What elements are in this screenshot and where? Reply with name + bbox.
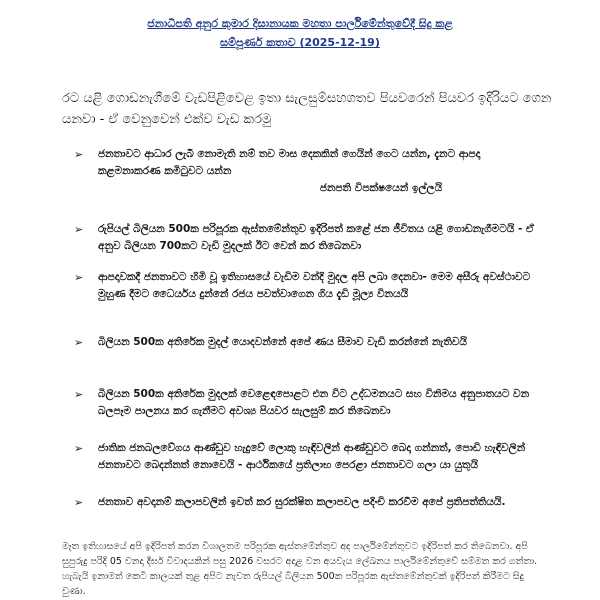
bullet-text: බිලියන 500ක අතිරේක මුදලක් වෙළෙඳපොළට එන විට උද්ධමනයට සහ විනිමය අනුපාතයට වන බලපෑම පාලනය කර ගැනීමට අවශ්‍ය පියවර සැලසුම් කර තිබෙනවා [98, 388, 530, 417]
arrow-bullet-icon: ➢ [74, 148, 84, 161]
bullet-text: රුපියල් බිලියන 500ක පරිපූරක ඇස්තමේන්තුව ඉදිරිපත් කළේ ජන ජීවිතය යළි ගොඩනැගීමටයි - ඒ අනුව බිලියන 700කට වැඩි මුදලක් ඊට වෙන් කර තිබෙනවා [98, 223, 534, 252]
bullet-item [74, 269, 544, 320]
bullet-text: ජාතික ජනබලවේගය ආණ්ඩුව හැදුවේ ලොකු හැඳිවලින් ආණ්ඩුවට බෙදා ගන්නත්, පොඩි හැඳිවලින් ජනතාවට බෙදන්නත් නොවෙයි - ආර්ථිකයේ ප්‍රතිලාභ පෙරළා ජනතාවට ගලා යා යුතුයි [98, 442, 526, 471]
bullet-text: ආපදාවකදී ජනතාවට හිමි වූ ඉතිහාසයේ වැඩිම වන්දි මුදල අපි ලබා දෙනවා- මෙම අසීරු අවස්ථාවට මුහුණ දීමට ධෛර්යය දුන්නේ රජය පවත්වාගෙන ගිය දැඩි මූල්‍ය විනයයි [98, 271, 531, 300]
bullet-item [74, 440, 544, 491]
arrow-bullet-icon: ➢ [74, 271, 84, 284]
bullet-attribution: ජනපති විපක්ෂයෙන් ඉල්ලයි [319, 182, 443, 194]
header-date-line: සම්පූර්ණ කතාව (2025-12-19) [220, 36, 380, 49]
bullet-item [74, 334, 544, 368]
bullet-text: ජනතාව අවදානම් කලාපවලින් ඉවත් කර සුරක්ෂිත කලාපවල පදිංචි කරවීම අපේ ප්‍රතිපත්තියයි. [98, 496, 506, 508]
bullet-list [74, 146, 544, 528]
header-title-line: ජනාධිපති අනුර කුමාර දිසානායක මහතා පාර්ලිමේන්තුවේදී සිදු කළ [147, 17, 453, 30]
bullet-item [74, 494, 544, 528]
arrow-bullet-icon: ➢ [74, 496, 84, 509]
bullet-item [74, 386, 544, 420]
bullet-item [74, 221, 544, 255]
arrow-bullet-icon: ➢ [74, 442, 84, 455]
main-heading: රට යළි ගොඩනැගීමේ වැඩපිළිවෙළ ඉතා සැලසුම්සහගතව පියවරෙන් පියවර ඉදිරියට ගෙන යනවා - ඒ වෙනුවෙන් එක්ව වැඩ කරමු [62, 91, 552, 127]
bullet-text: බිලියන 500ක අතිරේක මුදල් යොදවන්නේ අපේ ණය සීමාව වැඩි කරන්නේ නැතිවයි [98, 336, 467, 348]
closing-paragraph: මෑත ඉතිහාසයේ අපි ඉදිරිපත් කරන විශාලතම පරිපූරක ඇස්තමේන්තුව අද පාර්ලිමේන්තුවට ඉදිරිපත් කර තිබෙනවා. අපි සුපුරුදු පරිදි 05 වනදා දීර්ඝ විවාදයකින් පසු 2026 වසරට අදාළ වන අයවැය ලේඛනය පාර්ලිමේන්තුවේ සම්මත කර ගත්තා. හැබැයි ඉනාමත් කෙටි කාලයක් තුළ අපිට නැවත රුපියල් බිලියන 500ක පරිපූරක ඇස්තමේන්තුවක් ඉදිරිපත් කිරීමට සිදු වුණා. [62, 541, 538, 597]
document-header [0, 14, 600, 52]
bullet-text: ජනතාවට ආධාර ලැබී නොමැති නම් තව මාස දෙකකින් ගෙයින් ගෙට යන්න, දැනට ආපදා කළමනාකරණ කමිටුවට යන්න [98, 148, 481, 177]
bullet-item [74, 146, 544, 194]
arrow-bullet-icon: ➢ [74, 336, 84, 349]
arrow-bullet-icon: ➢ [74, 388, 84, 401]
arrow-bullet-icon: ➢ [74, 223, 84, 236]
